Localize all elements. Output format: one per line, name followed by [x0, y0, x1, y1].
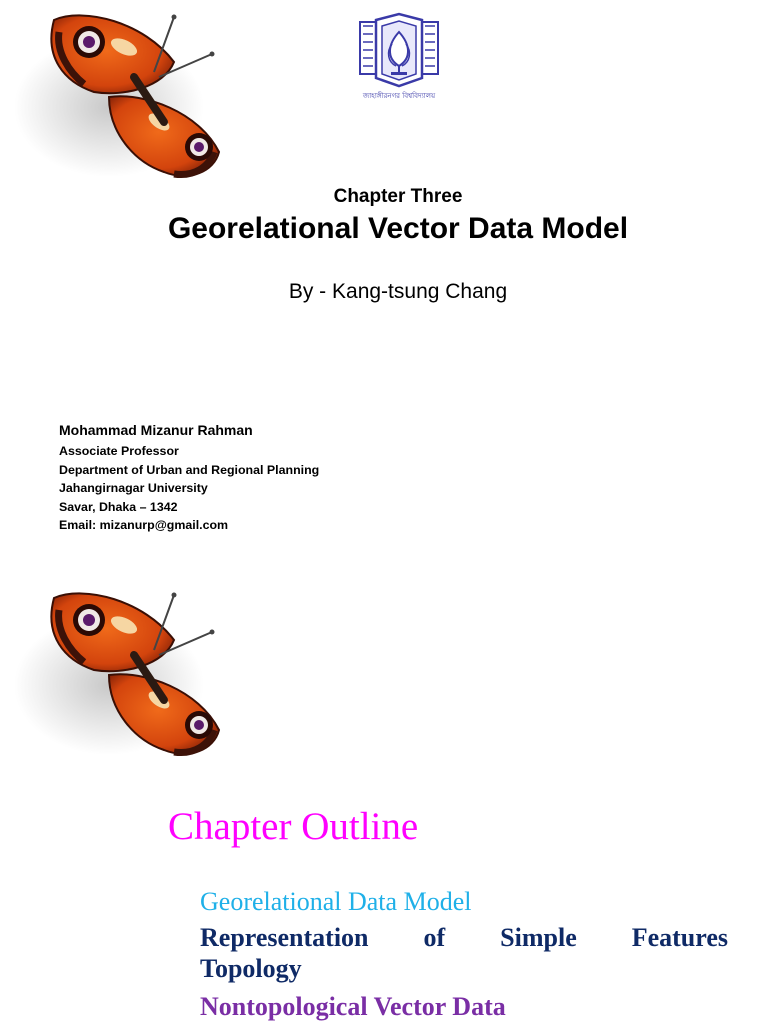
presenter-block: [59, 422, 319, 535]
author-line: By - Kang-tsung Chang: [288, 280, 508, 303]
outline-item: Representation of Simple Features: [200, 923, 728, 952]
presenter-address: Savar, Dhaka – 1342: [59, 499, 178, 514]
university-logo: [358, 12, 440, 108]
chapter-label: Chapter Three: [333, 186, 463, 207]
outline-item: Topology: [200, 954, 302, 983]
outline-heading: Chapter Outline: [168, 805, 419, 848]
presenter-name: Mohammad Mizanur Rahman: [59, 422, 253, 438]
presenter-email: Email: mizanurp@gmail.com: [59, 518, 229, 532]
logo-script: জাহাঙ্গীরনগর বিশ্ববিদ্যালয়: [362, 92, 436, 100]
outline-item: Nontopological Vector Data: [200, 992, 506, 1021]
chapter-title: Georelational Vector Data Model: [167, 212, 629, 245]
presenter-university: Jahangirnagar University: [59, 481, 208, 495]
outline-item: Georelational Data Model: [200, 887, 472, 916]
presenter-title: Associate Professor: [59, 444, 179, 458]
presenter-department: Department of Urban and Regional Planning: [59, 462, 320, 477]
butterfly-image: [14, 580, 244, 770]
butterfly-image: [14, 2, 244, 192]
outline-list: [200, 886, 728, 1022]
